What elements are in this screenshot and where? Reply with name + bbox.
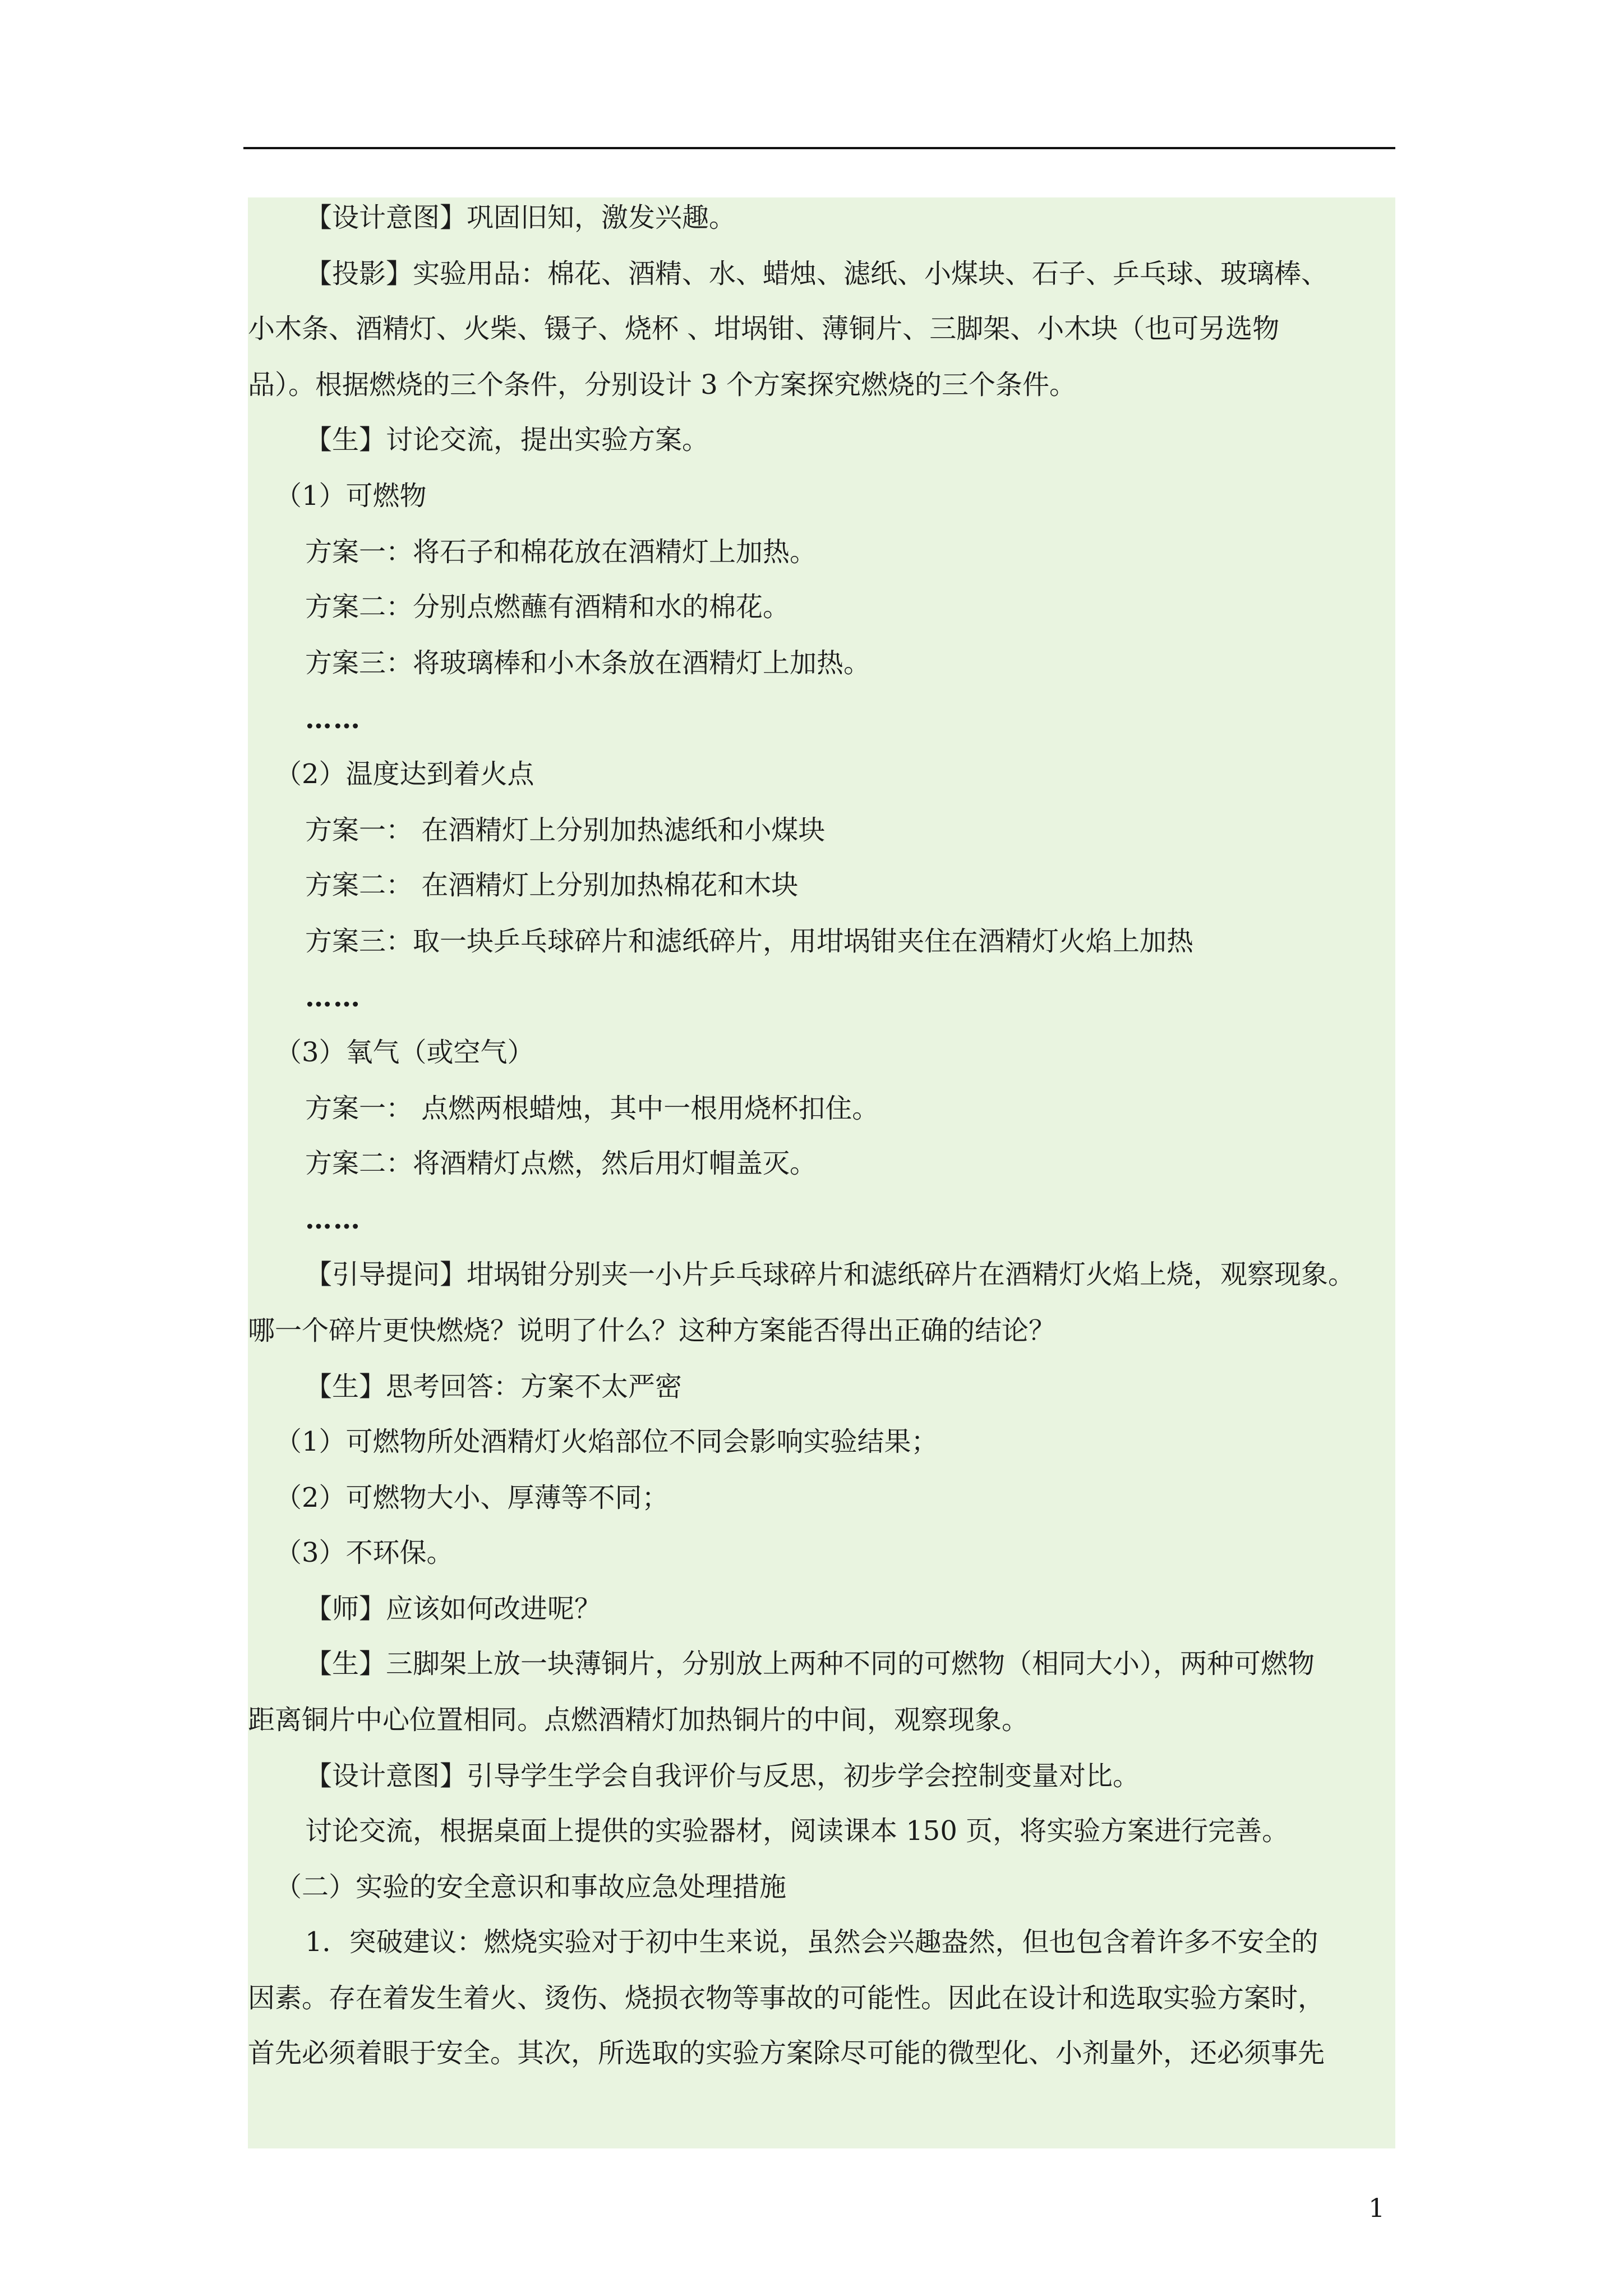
section-heading: （二）实验的安全意识和事故应急处理措施 xyxy=(275,1871,787,1903)
text-line: 方案一：将石子和棉花放在酒精灯上加热。 xyxy=(305,536,817,568)
text-line: 小木条、酒精灯、火柴、镊子、烧杯 、坩埚钳、薄铜片、三脚架、小木块（也可另选物 xyxy=(248,313,1280,344)
text-line: 距离铜片中心位置相同。点燃酒精灯加热铜片的中间，观察现象。 xyxy=(248,1704,1029,1736)
text-line: 【生】思考回答：方案不太严密 xyxy=(305,1371,683,1402)
text-line: 方案二： 在酒精灯上分别加热棉花和木块 xyxy=(305,869,799,901)
text-line: 方案一： 点燃两根蜡烛，其中一根用烧杯扣住。 xyxy=(305,1093,879,1124)
text-line: 讨论交流，根据桌面上提供的实验器材，阅读课本 150 页，将实验方案进行完善。 xyxy=(305,1815,1289,1847)
text-line: 1．突破建议：燃烧实验对于初中生来说，虽然会兴趣盎然，但也包含着许多不安全的 xyxy=(305,1926,1318,1958)
text-line: （1）可燃物所处酒精灯火焰部位不同会影响实验结果； xyxy=(275,1426,938,1457)
page-number: 1 xyxy=(1368,2193,1385,2223)
text-line: 【生】讨论交流，提出实验方案。 xyxy=(305,424,709,455)
header-rule xyxy=(243,147,1395,149)
text-line: 品）。根据燃烧的三个条件，分别设计 3 个方案探究燃烧的三个条件。 xyxy=(248,369,1077,401)
text-line: （3）不环保。 xyxy=(275,1537,454,1568)
text-line: （2）温度达到着火点 xyxy=(275,758,534,790)
text-line: 【设计意图】巩固旧知，激发兴趣。 xyxy=(305,202,736,233)
text-line: 哪一个碎片更快燃烧？说明了什么？这种方案能否得出正确的结论？ xyxy=(248,1315,1056,1346)
ellipsis: …… xyxy=(305,703,361,735)
ellipsis: …… xyxy=(305,1204,361,1235)
text-line: 方案一： 在酒精灯上分别加热滤纸和小煤块 xyxy=(305,815,826,846)
text-line: （2）可燃物大小、厚薄等不同； xyxy=(275,1482,669,1513)
text-line: 方案二：分别点燃蘸有酒精和水的棉花。 xyxy=(305,591,790,623)
text-line: 方案三：将玻璃棒和小木条放在酒精灯上加热。 xyxy=(305,647,871,679)
text-line: 因素。存在着发生着火、烫伤、烧损衣物等事故的可能性。因此在设计和选取实验方案时， xyxy=(248,1982,1325,2014)
text-line: （3）氧气（或空气） xyxy=(275,1037,534,1068)
ellipsis: …… xyxy=(305,982,361,1013)
text-line: 方案三：取一块乒乓球碎片和滤纸碎片，用坩埚钳夹住在酒精灯火焰上加热 xyxy=(305,926,1194,957)
content-block xyxy=(248,197,1395,2148)
text-line: （1）可燃物 xyxy=(275,480,427,512)
text-line: 【设计意图】引导学生学会自我评价与反思，初步学会控制变量对比。 xyxy=(305,1760,1140,1792)
text-line: 【师】应该如何改进呢？ xyxy=(305,1593,602,1625)
text-line: 【引导提问】坩埚钳分别夹一小片乒乓球碎片和滤纸碎片在酒精灯火焰上烧，观察现象。 xyxy=(305,1259,1355,1290)
text-line: 【投影】实验用品：棉花、酒精、水、蜡烛、滤纸、小煤块、石子、乒乓球、玻璃棒、 xyxy=(305,258,1329,289)
text-line: 方案二：将酒精灯点燃，然后用灯帽盖灭。 xyxy=(305,1148,817,1179)
text-line: 首先必须着眼于安全。其次，所选取的实验方案除尽可能的微型化、小剂量外，还必须事先 xyxy=(248,2037,1325,2069)
text-line: 【生】三脚架上放一块薄铜片，分别放上两种不同的可燃物（相同大小），两种可燃物 xyxy=(305,1648,1315,1680)
